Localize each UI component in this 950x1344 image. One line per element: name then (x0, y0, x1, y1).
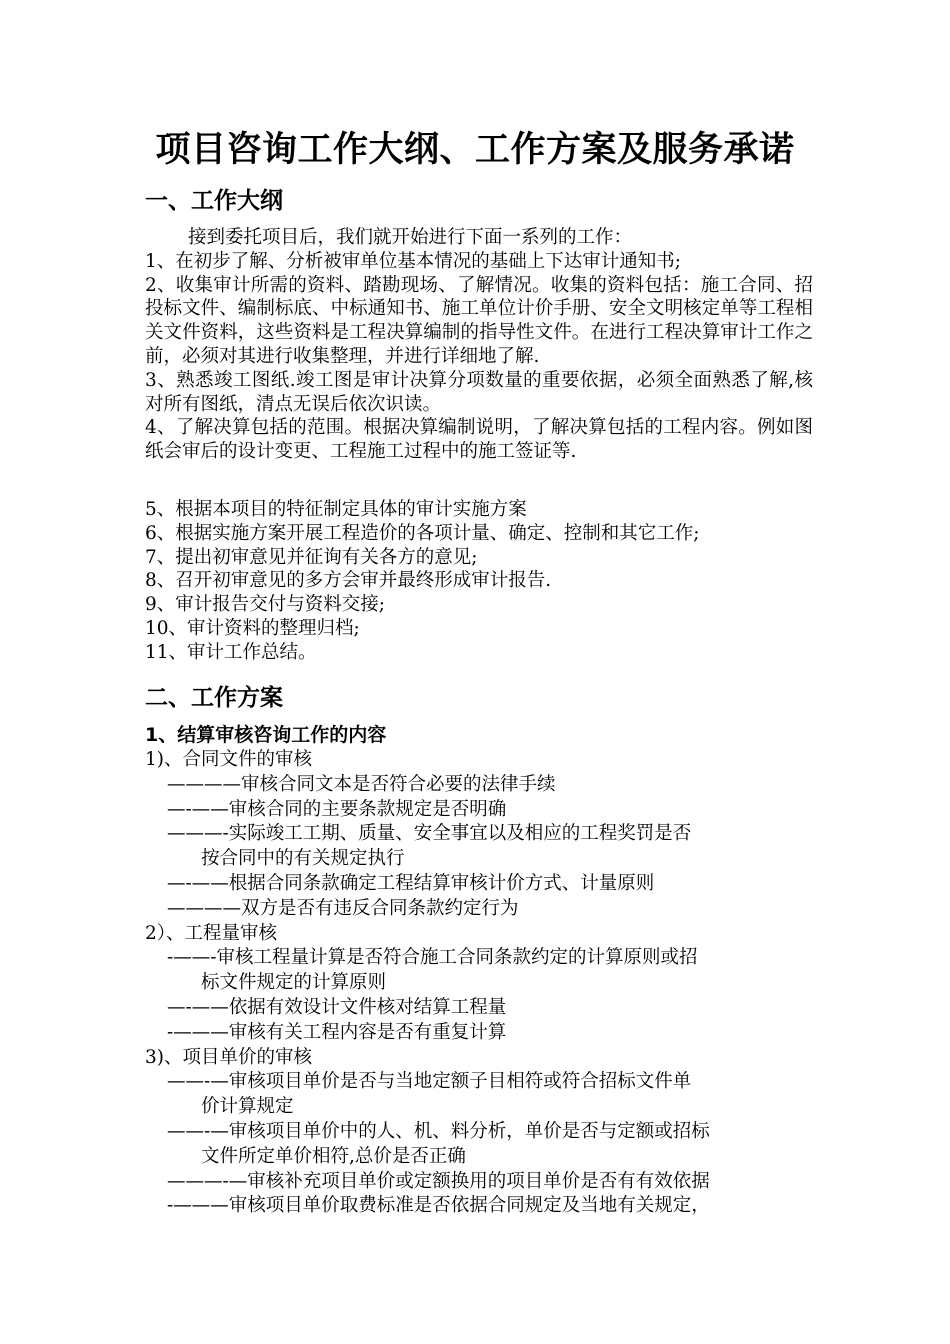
outline-item: 9、审计报告交付与资料交接; (145, 594, 386, 616)
review-item: ——-—审核项目单价中的人、机、料分析，单价是否与定额或招标 (167, 1120, 710, 1142)
review-item: ————双方是否有违反合同条款约定行为 (167, 897, 519, 919)
outline-item: 10、审计资料的整理归档; (145, 617, 360, 639)
review-item: -———审核项目单价取费标准是否依据合同规定及当地有关规定， (167, 1195, 710, 1217)
review-item: ————审核合同文本是否符合必要的法律手续 (167, 773, 556, 795)
review-content-list (145, 748, 817, 1219)
review-item: ——-—审核项目单价是否与当地定额子目相符或符合招标文件单 (167, 1071, 692, 1093)
outline-item: 4、了解决算包括的范围。根据决算编制说明，了解决算包括的工程内容。例如图纸会审后的设计变更、工程施工过程中的施工签证等. (145, 417, 813, 463)
group-label-quantity: 2）、工程量审核 (145, 922, 278, 944)
plan-subheading: 1、结算审核咨询工作的内容 (145, 724, 387, 746)
review-item-continued: 按合同中的有关规定执行 (201, 848, 405, 870)
outline-item: 7、提出初审意见并征询有关各方的意见; (145, 546, 478, 568)
review-item-continued: 价计算规定 (201, 1096, 294, 1118)
group-label-contract: 1)、合同文件的审核 (145, 749, 312, 770)
section-heading-plan: 二、工作方案 (145, 685, 283, 711)
outline-item: 6、根据实施方案开展工程造价的各项计量、确定、控制和其它工作; (145, 522, 700, 544)
outline-item: 5、根据本项目的特征制定具体的审计实施方案 (145, 499, 527, 520)
outline-item: 3、熟悉竣工图纸.竣工图是审计决算分项数量的重要依据，必须全面熟悉了解,核对所有图纸，清点无误后依次识读。 (145, 369, 813, 415)
outline-item: 2、收集审计所需的资料、踏勘现场、了解情况。收集的资料包括：施工合同、招投标文件、编制标底、中标通知书、施工单位计价手册、安全文明核定单等工程相关文件资料，这些资料是工程决算编制的指导性文件。在进行工程决算审计工作之前，必须对其进行收集整理，并进行详细地了解. (145, 274, 813, 367)
outline-list-short (145, 498, 817, 665)
document-title: 项目咨询工作大纲、工作方案及服务承诺 (155, 130, 795, 170)
section-heading-outline: 一、工作大纲 (145, 188, 283, 214)
outline-item: 11、审计工作总结。 (145, 641, 317, 663)
outline-intro-block (145, 226, 813, 464)
outline-item: 1、在初步了解、分析被审单位基本情况的基础上下达审计通知书; (145, 250, 682, 272)
review-item: -———审核有关工程内容是否有重复计算 (167, 1021, 507, 1043)
review-item-continued: 标文件规定的计算原则 (201, 972, 387, 994)
review-item: —-——审核合同的主要条款规定是否明确 (167, 798, 507, 820)
outline-intro: 接到委托项目后，我们就开始进行下面一系列的工作： (188, 227, 633, 248)
group-label-unit-price: 3)、项目单价的审核 (145, 1046, 312, 1068)
review-item: ———-—审核补充项目单价或定额换用的项目单价是否有有效依据 (167, 1170, 710, 1192)
review-item: -——-审核工程量计算是否符合施工合同条款约定的计算原则或招 (167, 947, 698, 969)
review-item-continued: 文件所定单价相符,总价是否正确 (201, 1145, 466, 1167)
outline-item: 8、召开初审意见的多方会审并最终形成审计报告. (145, 570, 552, 592)
review-item: ———-实际竣工工期、质量、安全事宜以及相应的工程奖罚是否 (167, 823, 692, 845)
review-item: —-——根据合同条款确定工程结算审核计价方式、计量原则 (167, 872, 655, 894)
review-item: —-——依据有效设计文件核对结算工程量 (167, 996, 507, 1018)
